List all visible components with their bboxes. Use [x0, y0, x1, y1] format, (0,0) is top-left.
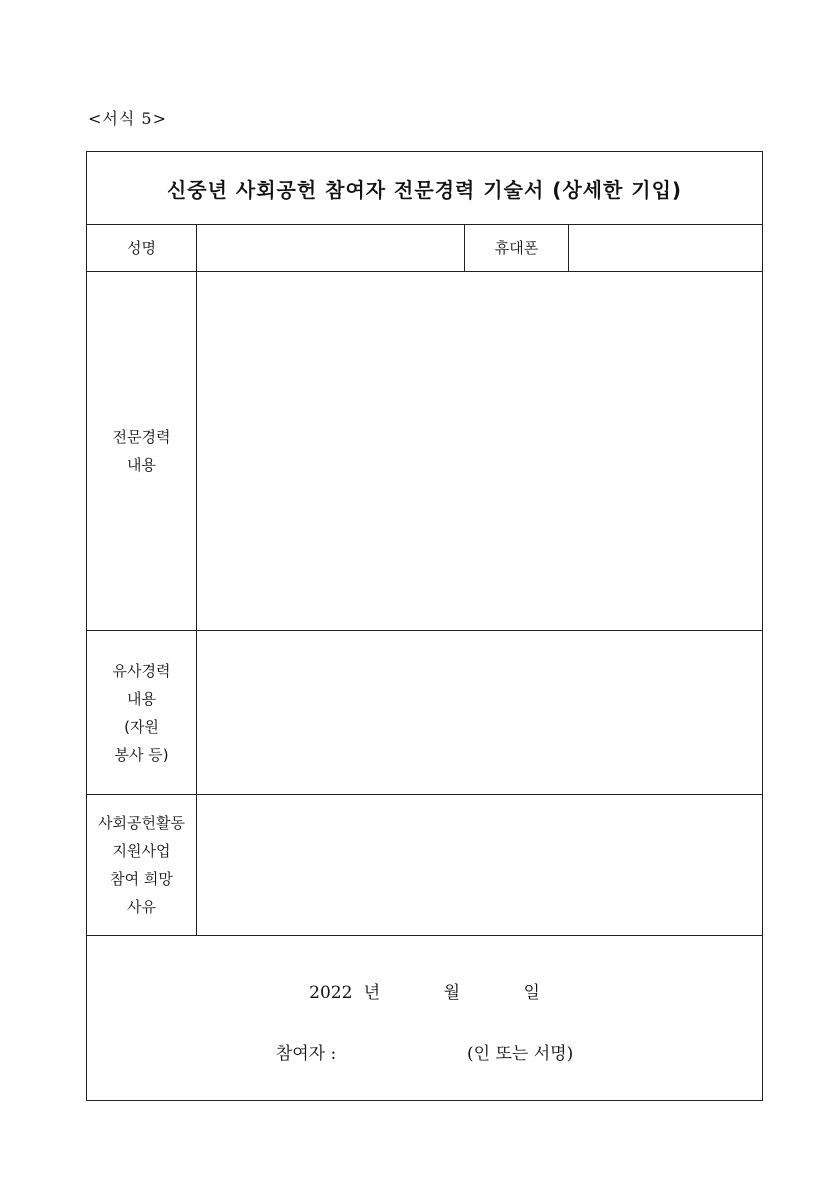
year-unit: 년 [363, 983, 381, 1003]
name-label: 성명 [87, 225, 197, 272]
participant-signature-line [87, 1039, 762, 1064]
signature-year: 2022 [309, 983, 353, 1003]
expert-career-field[interactable] [197, 272, 763, 631]
name-field[interactable] [197, 225, 465, 272]
phone-label: 휴대폰 [465, 225, 569, 272]
motivation-label: 사회공헌활동 지원사업 참여 희망 사유 [87, 795, 197, 936]
similar-career-row [87, 631, 763, 795]
seal-or-signature-hint: (인 또는 서명) [467, 1044, 574, 1064]
form-title: 신중년 사회공헌 참여자 전문경력 기술서 (상세한 기입) [87, 152, 763, 225]
similar-career-label: 유사경력 내용 (자원 봉사 등) [87, 631, 197, 795]
career-statement-form [86, 151, 763, 1101]
day-unit: 일 [523, 983, 540, 1003]
month-unit: 월 [443, 983, 461, 1003]
signature-section [87, 936, 763, 1101]
signature-row [87, 936, 763, 1101]
phone-field[interactable] [569, 225, 763, 272]
expert-career-row [87, 272, 763, 631]
similar-career-field[interactable] [197, 631, 763, 795]
participant-label: 참여자 : [275, 1044, 337, 1064]
title-row [87, 152, 763, 225]
motivation-row [87, 795, 763, 936]
signature-date [87, 978, 762, 1003]
expert-career-label: 전문경력 내용 [87, 272, 197, 631]
name-phone-row [87, 225, 763, 272]
form-number-label: <서식 5> [88, 109, 167, 128]
motivation-field[interactable] [197, 795, 763, 936]
